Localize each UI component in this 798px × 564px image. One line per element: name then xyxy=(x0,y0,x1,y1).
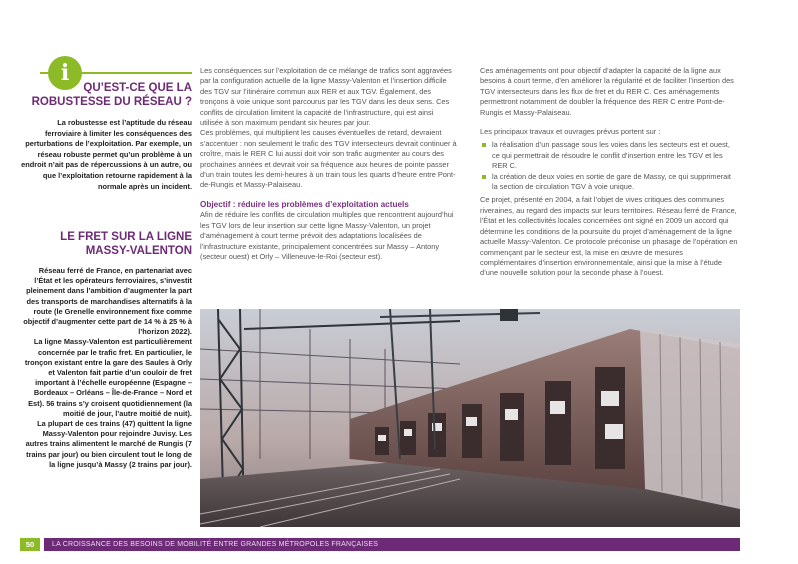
middle-paragraph-1: Les conséquences sur l’exploitation de ce mélange de trafics sont aggravées par la configuration actuelle de la ligne Massy-Valenton et l’insertion difficile des TGV sur l’itinéraire commun aux RER et aux TGV. Également, des tronçons à voie unique sont parcourus par les TGV dans les deux sens. Ces conflits de circulation limitent la capacité de l’infrastructure, qui est ainsi utilisée à son maximum pendant six heures par jour. xyxy=(200,66,452,128)
middle-paragraph-3: Afin de réduire les conflits de circulation multiples que rencontrent aujourd’hui les TGV lors de leur insertion sur cette ligne Massy-Valenton, un projet d’aménagement à court terme prévoit des adaptations localisées de l’infrastructure existante, principalement concentrées sur Massy – Antony (secteur ouest) et Orly – Villeneuve-le-Roi (secteur est). xyxy=(200,210,454,261)
fret-heading: LE FRET SUR LA LIGNE MASSY-VALENTON xyxy=(60,231,192,257)
right-column xyxy=(480,66,738,279)
middle-paragraph-2: Ces problèmes, qui multiplient les causes éventuelles de retard, devraient s’accentuer : non seulement le trafic des TGV intersecteurs devrait continuer à croître, mais le RER C lui aussi doit voir son trafic augmenter au cours des prochaines années et devrait voir sa fréquence aux heures de pointe passer d’un train toutes les demi-heures à un train tous les quarts d’heure entre Pont-de-Rungis et Massy-Palaiseau. xyxy=(200,128,457,190)
works-list xyxy=(480,140,738,192)
right-paragraph-2: Les principaux travaux et ouvrages prévus portent sur : xyxy=(480,127,661,137)
list-item: la réalisation d’un passage sous les voies dans les secteurs est et ouest, ce qui permettrait de résoudre le conflit d’insertion entre les TGV et les RER C. xyxy=(480,140,738,171)
robustness-text: La robustesse est l’aptitude du réseau ferroviaire à limiter les conséquences des perturbations de l’exploitation. Par exemple, un réseau robuste permet qu’un problème à un endroit n’ait pas de répercussions à un autre, ou que l’exploitation retourne rapidement à la normale après un incident. xyxy=(21,118,192,191)
freight-train-photo xyxy=(200,309,740,527)
info-icon: i xyxy=(48,56,82,90)
right-paragraph-1: Ces aménagements ont pour objectif d’adapter la capacité de la ligne aux besoins à court terme, d’en améliorer la régularité et de faciliter l’insertion des TGV intersecteurs dans les flux de fret et du RER C. Ces aménagements permettront notamment de doubler la fréquence des RER C entre Pont-de-Rungis et Massy-Palaiseau. xyxy=(480,66,734,117)
page-number: 50 xyxy=(20,538,40,551)
fret-text-para-c: La plupart de ces trains (47) quittent la ligne Massy-Valenton pour rejoindre Juvisy. Les autres trains alimentent le marché de Rungis (7 trains par jour) ou bien circulent tout le long de la ligne jusqu’à Massy (2 trains par jour). xyxy=(25,419,192,469)
footer-title: LA CROISSANCE DES BESOINS DE MOBILITÉ ENTRE GRANDES MÉTROPOLES FRANÇAISES xyxy=(44,538,740,551)
fret-text-para-a: Réseau ferré de France, en partenariat avec l’État et les opérateurs ferroviaires, s’investit pleinement dans l’ambition d’augmenter la part des transports de marchandises alternatifs à la route (le Grenelle environnement fixe comme objectif d’augmenter cette part de 14 % à 25 % à l’horizon 2022). xyxy=(23,266,192,337)
fret-text xyxy=(20,266,192,470)
middle-column xyxy=(200,66,458,262)
fret-text-para-b: La ligne Massy-Valenton est particulièrement concernée par le trafic fret. En particulier, le tronçon existant entre la gare des Saules à Orly et Valenton fait partie d’un couloir de fret important à l’échelle européenne (Espagne – Bordeaux – Orléans – Île-de-France – Nord et Est). 56 trains s’y croisent quotidiennement (la moitié de jour, l’autre moitié de nuit). xyxy=(24,337,192,418)
train-illustration xyxy=(200,309,740,527)
objective-subheading: Objectif : réduire les problèmes d’exploitation actuels xyxy=(200,199,409,209)
right-paragraph-3: Ce projet, présenté en 2004, a fait l’objet de vives critiques des communes riveraines, au regard des impacts sur leurs territoires. Réseau ferré de France, l’État et les collectivités locales concernées ont signé en 2009 un accord qui détermine les conditions de la poursuite du projet d’aménagement de la ligne actuelle Massy-Valenton. Ce protocole préconise un phasage de l’opération en commençant par le secteur est, la mise en œuvre de mesures complémentaires d’insertion environnementale, ainsi que la mise à l’étude d’une nouvelle solution pour la seconde phase à l’ouest. xyxy=(480,195,738,278)
list-item: la création de deux voies en sortie de gare de Massy, ce qui supprimerait la section de circulation TGV à voie unique. xyxy=(480,172,738,193)
robustness-heading: QU’EST-CE QUE LA ROBUSTESSE DU RÉSEAU ? xyxy=(31,82,192,108)
